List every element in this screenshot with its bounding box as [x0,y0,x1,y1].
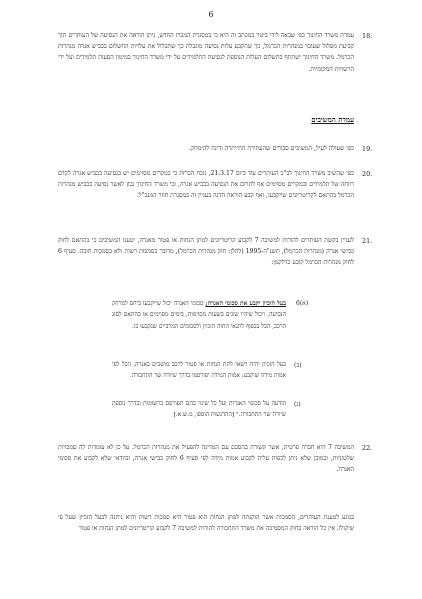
paragraph-18-number: 18. [362,32,373,40]
paragraph-22-number: 22. [362,444,373,452]
paragraph-19-number: 19. [362,145,373,153]
paragraph-19: כפי שעולה לעיל, המשיבים סבורים שהעתירה התייתרה ודינה להימחק. [188,145,354,152]
paragraph-22: המשיבה 7 היא חברה פרטית, אשר קשורה בהסכם עם המדינה להפעיל את מנהרות הכרמל. על כן לא עומדות לה סמכויות שלטוניות, וכמובן שלא ניתן לכפות עליה לקבוע אמות מידה לפי סעיף 6 לחוק כבישי אגרה, ובוודאי שלא לקבוע את סכומי האגרה. [58,444,354,474]
quote-marker-c: (ג) [294,401,301,408]
paragraph-20: כפי שהשיב משרד החינוך לב"כ העותרים עוד ביום 21.3.17, נוכח הכרזת כי במקרים מסוימים יש בנסיעה בכביש אגרה לקדם רווחה של תלמידים ובמקרים מסוימים אף לתרום את הנסיעה בכביש אגרה, וכי משרד החינוך נכון לאשר נסיעה בכביש מנהרות הכרמל בהתאם לקריטריונים שייקבעו, ואף קבע הוראה הדנה בעניין זה במסגרת חוזר המנכ"ל. [58,170,354,200]
paragraph-21-number: 21. [362,237,373,245]
paragraph-20-number: 20. [362,170,373,178]
quote-lead: בעל הזכיון יקבע את סכומי האגרה; [205,300,286,307]
quote-marker-b: (ב) [294,362,302,369]
respondents-position-heading: עמדת המשיבים [311,115,354,124]
paragraph-21: לעניין בקשת העותרים להורות למשיבה 7 לקבוע קריטריונים למתן הנחות או פטור מאגרה, יטענו המשיבים כי בהתאם לחוק כבישי אגרה (מנהרות הכרמל), תשנ"ה-1995 (להלן: חוק מנהרות הכרמל), מדובר בסמכות רשות ולא בסמכות חובה. סעיף 6 לחוק מנהרות הכרמל קובע כדלקמן: [58,237,355,267]
page-number: 6 [208,10,214,19]
quote-marker-a: 6(א) [296,300,309,307]
quote-clause-b: בעל הזכיון יהיה רשאי לתת הנחות או פטור לרכב מושבים באגרה, הכל לפי אמות מידה שיקבע; אמות המידה יפורסמו בדרך שיורה שר התחבורה. [112,362,286,380]
quote-clause-a [112,298,286,356]
quote-clause-c: הודעה על סכומי האגרות ועל כל שינוי בהם תפורסם ברשומות ובדרך נוספת שיורה שר התחבורה." [ההדגשות הוספו, מ.ש.א.] [112,401,286,419]
quote-text-a: סכומי האגרה יכול שייקבעו ביחס למרחק הנסיעה, ויכול שיהיו שונים בשעות מסוימות, בימים מסוימים או בהתאם לסוג הרכב, הכל בכפוף לתנאי החזה הזכיון ולסכומים המרביים שנקבעו בו. [112,301,286,330]
paragraph-18: עמדת משרד החינוך כפי שבאה לידי ביטוי במכתב זה היא כי במסגרת המכרז החדש, ניתן הוראה את הנסיעה של העותרים תוך קביעת מסלול שעובר במנהרות הכרמל, כך שהקבע עלות נסיעה מוגבלת כך שתכלול את עלויות החשלום בכביש אגרה מנהרות הכרמל. משרד החינוך ישתתף בתשלום העלות הנוספת לנסיעת התלמידים על ידי משרד החינוך במימון הסעות תלמידים ועל ידי הרשויות המקומיות. [58,32,354,73]
paragraph-23: בנוגע לטענת העותרים, הסמכות אשר הוקנתה למתן הנחות הוא פטור היא סמכות רשות והיא ניתנה לבעל הזכיון שעל פי שיקולו. אין כל הוראה בחוק המסמיכה את משרד התחבורה להורות למשיבה 7 לקבוע קריטריונים למתן הנחות או פטור [58,514,354,533]
